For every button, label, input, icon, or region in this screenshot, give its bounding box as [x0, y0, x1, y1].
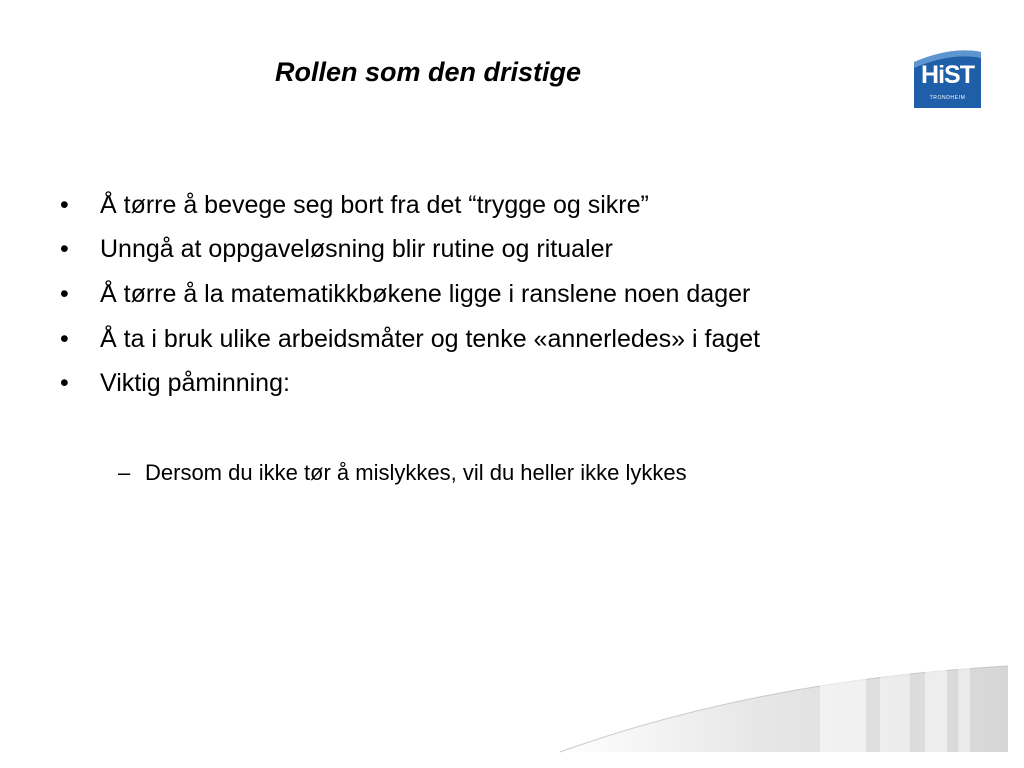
slide-title: Rollen som den dristige: [275, 57, 582, 87]
bullet-marker: •: [60, 191, 69, 219]
bullet-text: Å tørre å la matematikkbøkene ligge i ranslene noen dager: [100, 280, 751, 308]
bullet-marker: •: [60, 369, 69, 397]
logo-sub-text: TRONDHEIM: [929, 95, 966, 101]
sub-bullet-marker: –: [118, 460, 131, 485]
bullet-text: Å tørre å bevege seg bort fra det “trygge og sikre”: [100, 191, 649, 219]
sub-bullet-text: Dersom du ikke tør å mislykkes, vil du heller ikke lykkes: [145, 460, 687, 485]
bullet-marker: •: [60, 235, 69, 263]
logo-main-text: HiST: [921, 61, 974, 89]
bullet-marker: •: [60, 280, 69, 308]
bullet-text: Viktig påminning:: [100, 369, 290, 397]
bullet-text: Unngå at oppgaveløsning blir rutine og ritualer: [100, 235, 613, 263]
bullet-marker: •: [60, 325, 69, 353]
bullet-text: Å ta i bruk ulike arbeidsmåter og tenke «annerledes» i faget: [100, 325, 761, 353]
